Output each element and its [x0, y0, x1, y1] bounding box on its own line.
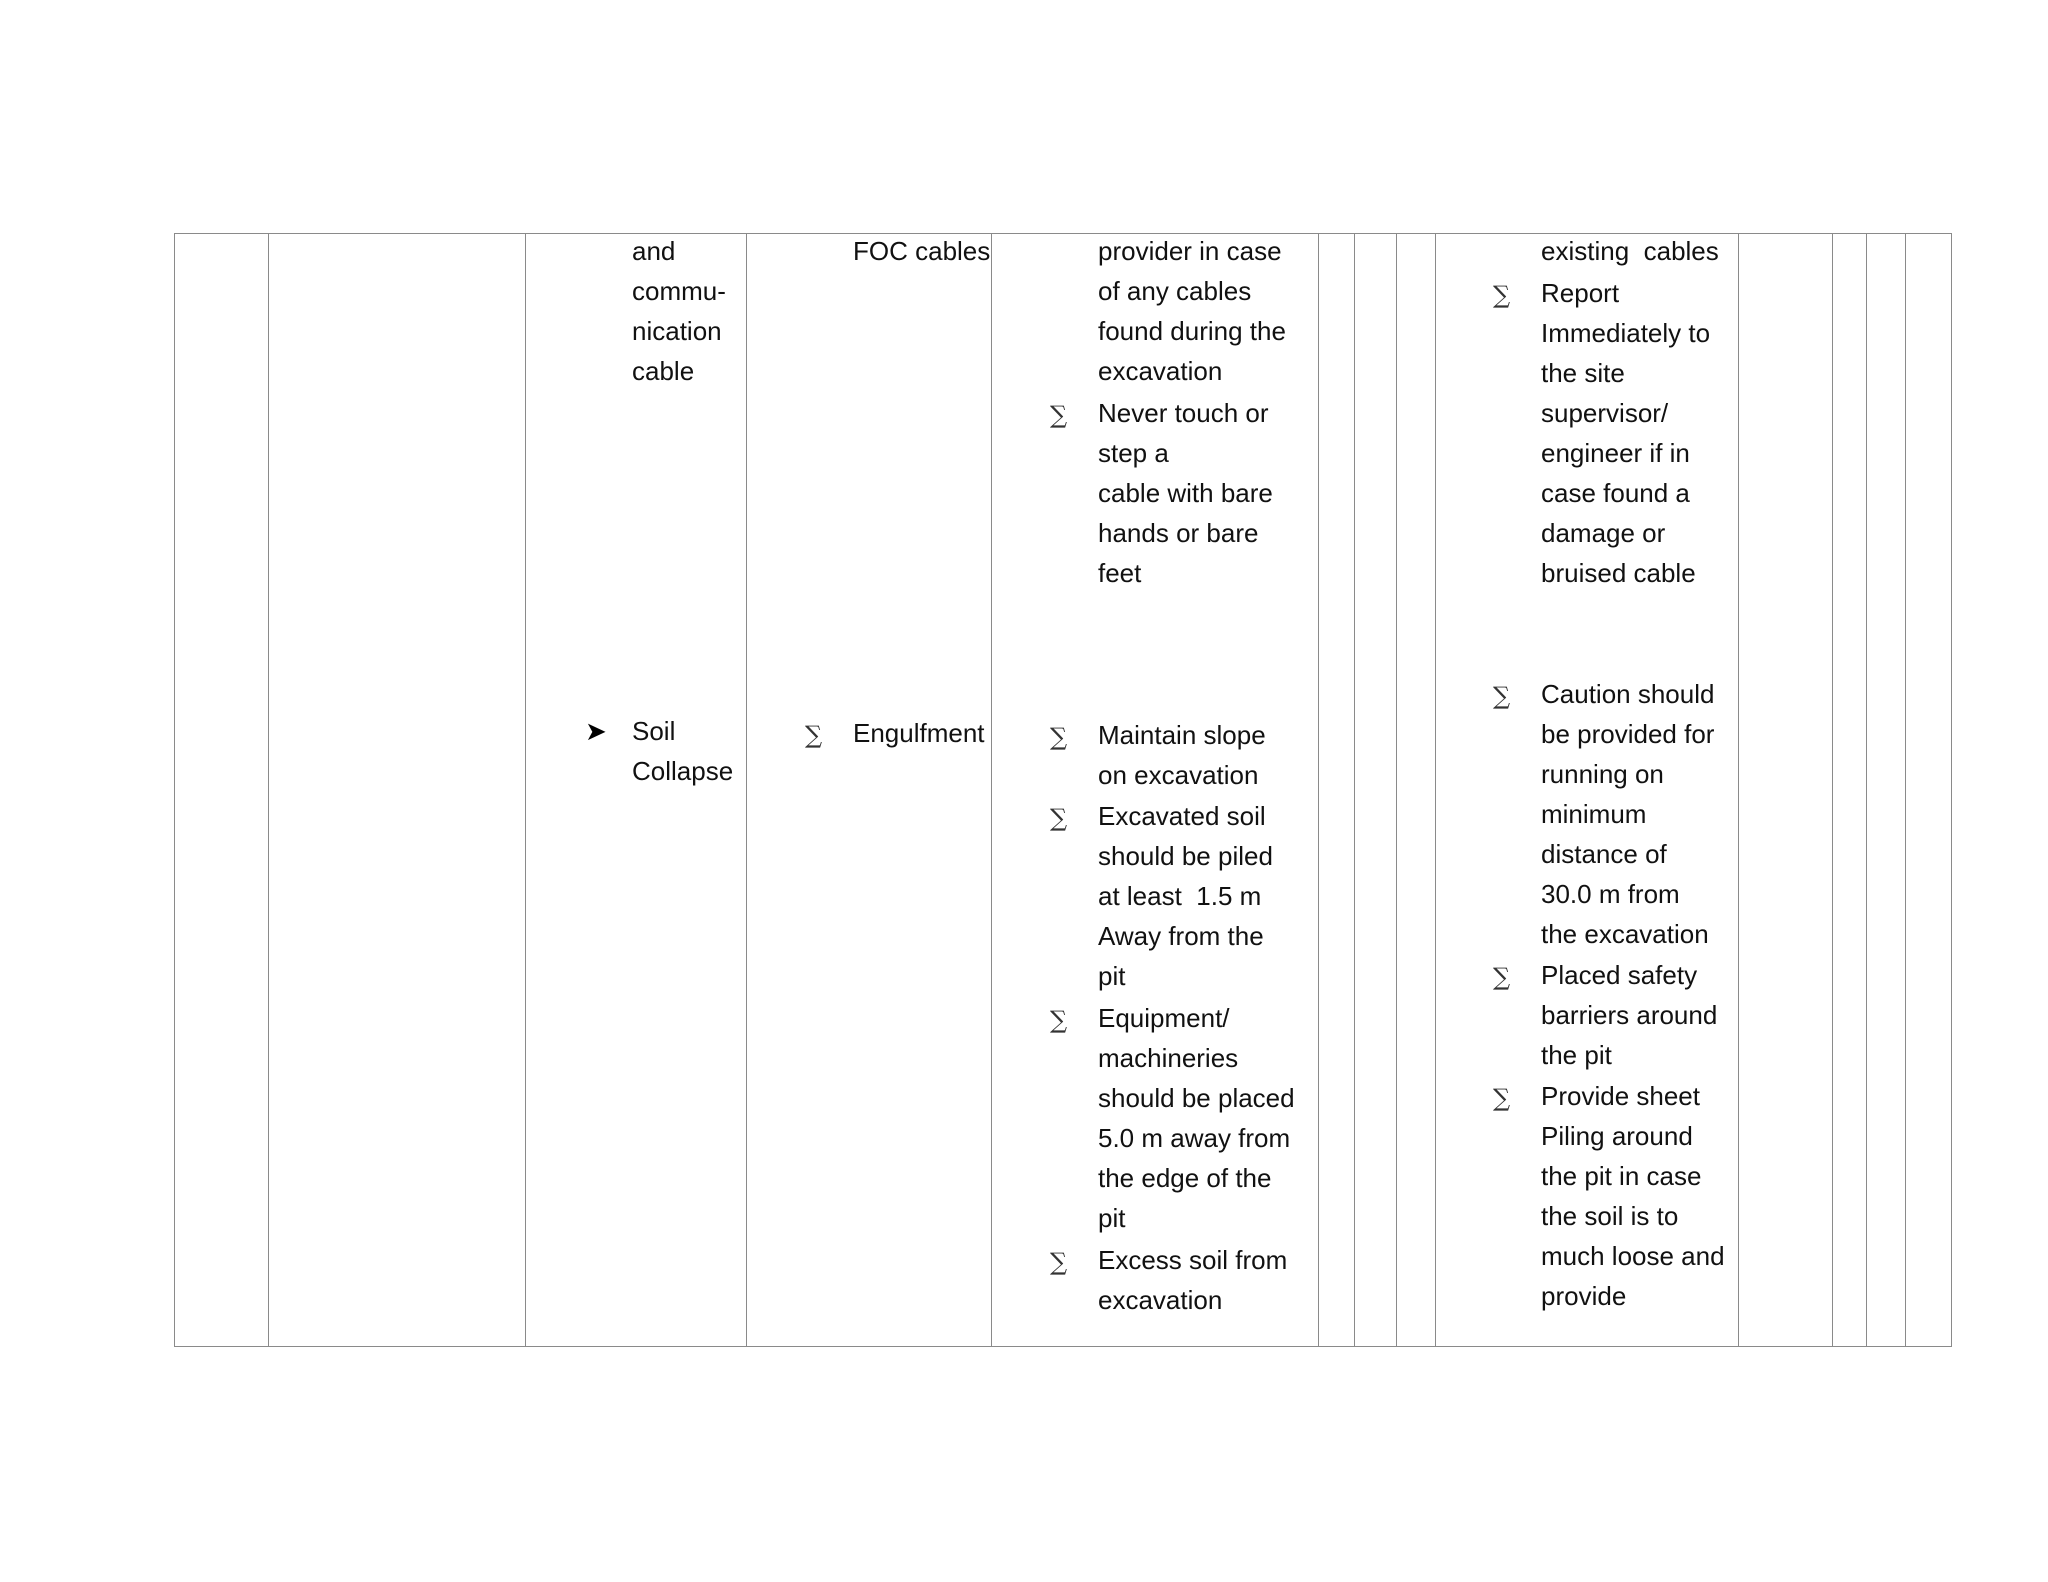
control-line: Excess soil from [1098, 1245, 1288, 1275]
control-line: provider in case [1098, 236, 1282, 266]
column-divider [1905, 233, 1906, 1347]
additional-line: the pit [1541, 1040, 1612, 1070]
sigma-bullet-icon: ∑ [1493, 963, 1511, 991]
additional-line: the soil is to [1541, 1201, 1679, 1231]
control-line: 5.0 m away from [1098, 1123, 1291, 1153]
sigma-bullet-icon: ∑ [1493, 1084, 1511, 1112]
additional-line: Placed safety [1541, 960, 1698, 990]
column-divider [746, 233, 747, 1347]
column-divider [1435, 233, 1436, 1347]
control-line: Never touch or [1098, 398, 1269, 428]
column-divider [1396, 233, 1397, 1347]
column-divider [268, 233, 269, 1347]
control-line: should be piled [1098, 841, 1273, 871]
control-line: hands or bare [1098, 518, 1259, 548]
control-line: Away from the [1098, 921, 1264, 951]
control-line: feet [1098, 558, 1142, 588]
additional-line: much loose and [1541, 1241, 1725, 1271]
additional-line: distance of [1541, 839, 1667, 869]
hazard-line: commu- [632, 276, 726, 306]
additional-line: the pit in case [1541, 1161, 1702, 1191]
additional-line: Immediately to [1541, 318, 1711, 348]
additional-line: barriers around [1541, 1000, 1718, 1030]
hazard-soil-collapse: Collapse [632, 756, 734, 786]
column-divider [991, 233, 992, 1347]
column-divider [1866, 233, 1867, 1347]
sigma-bullet-icon: ∑ [1050, 401, 1068, 429]
control-line: at least 1.5 m [1098, 881, 1262, 911]
control-line: should be placed [1098, 1083, 1295, 1113]
control-line: the edge of the [1098, 1163, 1272, 1193]
additional-line: Provide sheet [1541, 1081, 1700, 1111]
additional-line: running on [1541, 759, 1664, 789]
control-line: step a [1098, 438, 1169, 468]
control-line: Equipment/ [1098, 1003, 1230, 1033]
sigma-bullet-icon: ∑ [1050, 1248, 1068, 1276]
control-line: cable with bare [1098, 478, 1273, 508]
sigma-bullet-icon: ∑ [805, 721, 823, 749]
hazard-line: cable [632, 356, 695, 386]
control-line: found during the [1098, 316, 1286, 346]
sigma-bullet-icon: ∑ [1050, 804, 1068, 832]
sigma-bullet-icon: ∑ [1050, 723, 1068, 751]
column-divider [1832, 233, 1833, 1347]
additional-line: Report [1541, 278, 1620, 308]
hazard-line: nication [632, 316, 722, 346]
arrow-bullet-icon: ➤ [585, 716, 607, 746]
control-line: Excavated soil [1098, 801, 1266, 831]
additional-line: the excavation [1541, 919, 1709, 949]
hazard-soil-collapse: Soil [632, 716, 676, 746]
additional-line: Piling around [1541, 1121, 1693, 1151]
additional-line: the site [1541, 358, 1625, 388]
additional-line: case found a [1541, 478, 1690, 508]
control-line: of any cables [1098, 276, 1252, 306]
additional-line: provide [1541, 1281, 1627, 1311]
control-line: Maintain slope [1098, 720, 1266, 750]
additional-line: be provided for [1541, 719, 1715, 749]
additional-line: 30.0 m from [1541, 879, 1680, 909]
additional-line: minimum [1541, 799, 1647, 829]
sigma-bullet-icon: ∑ [1493, 281, 1511, 309]
sigma-bullet-icon: ∑ [1050, 1006, 1068, 1034]
control-line: on excavation [1098, 760, 1259, 790]
column-divider [1738, 233, 1739, 1347]
additional-line: bruised cable [1541, 558, 1696, 588]
risk-foc-cables: FOC cables [853, 236, 991, 266]
additional-line: engineer if in [1541, 438, 1690, 468]
risk-engulfment: Engulfment [853, 718, 985, 748]
additional-line: supervisor/ [1541, 398, 1669, 428]
control-line: excavation [1098, 1285, 1223, 1315]
additional-line: existing cables [1541, 236, 1719, 266]
sigma-bullet-icon: ∑ [1493, 682, 1511, 710]
control-line: pit [1098, 1203, 1126, 1233]
control-line: machineries [1098, 1043, 1239, 1073]
column-divider [1354, 233, 1355, 1347]
control-line: pit [1098, 961, 1126, 991]
hazard-line: and [632, 236, 676, 266]
control-line: excavation [1098, 356, 1223, 386]
additional-line: damage or [1541, 518, 1666, 548]
column-divider [1318, 233, 1319, 1347]
additional-line: Caution should [1541, 679, 1715, 709]
column-divider [525, 233, 526, 1347]
